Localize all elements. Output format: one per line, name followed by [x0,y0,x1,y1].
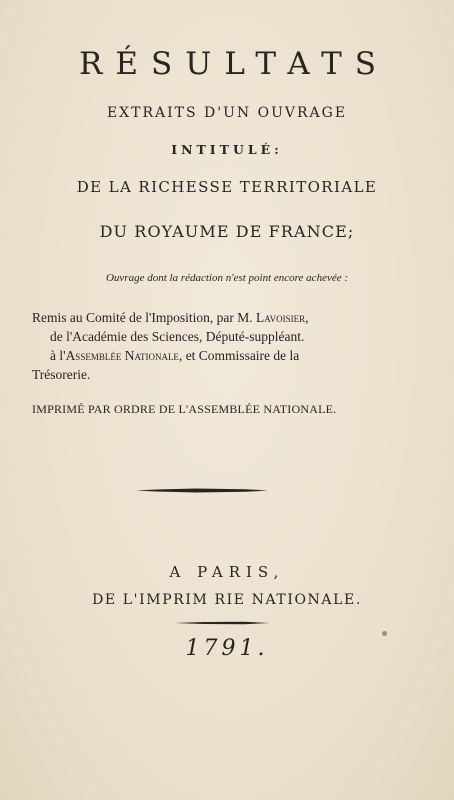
imprime-line: IMPRIMÉ PAR ORDRE DE L'ASSEMBLÉE NATIONALE. [32,402,337,416]
remis-paragraph [32,308,422,384]
remis-line-1-text: Remis au Comité de l'Imposition, par M. [32,310,257,325]
main-title: RÉSULTATS [79,46,389,82]
author-name: Lavoisier, [256,310,309,325]
subtitle-royaume: DU ROYAUME DE FRANCE; [99,222,355,241]
remis-line-4: Trésorerie. [32,367,91,382]
subtitle-richesse: DE LA RICHESSE TERRITORIALE [76,178,378,196]
short-rule [174,621,270,625]
italic-note: Ouvrage dont la rédaction n'est point encore achevée : [105,272,349,284]
subtitle-extraits: EXTRAITS D'UN OUVRAGE [106,105,348,121]
paper-speck [382,631,387,636]
remis-line-1 [32,308,422,327]
remis-line-2: de l'Académie des Sciences, Député-suppléant. [50,329,305,344]
remis-line-3 [32,346,422,365]
year: 1791. [185,636,269,661]
remis-line-3-suffix: , et Commissaire de la [178,348,300,363]
remis-line-3-prefix: à l' [50,348,66,363]
printer-line: DE L'IMPRIM RIE NATIONALE. [92,592,362,608]
place-line: A PARIS, [169,563,285,581]
ornamental-rule [136,488,268,493]
subtitle-intitule: INTITULÉ: [171,142,283,157]
assemblee-nationale: Assemblée Nationale [65,348,179,363]
